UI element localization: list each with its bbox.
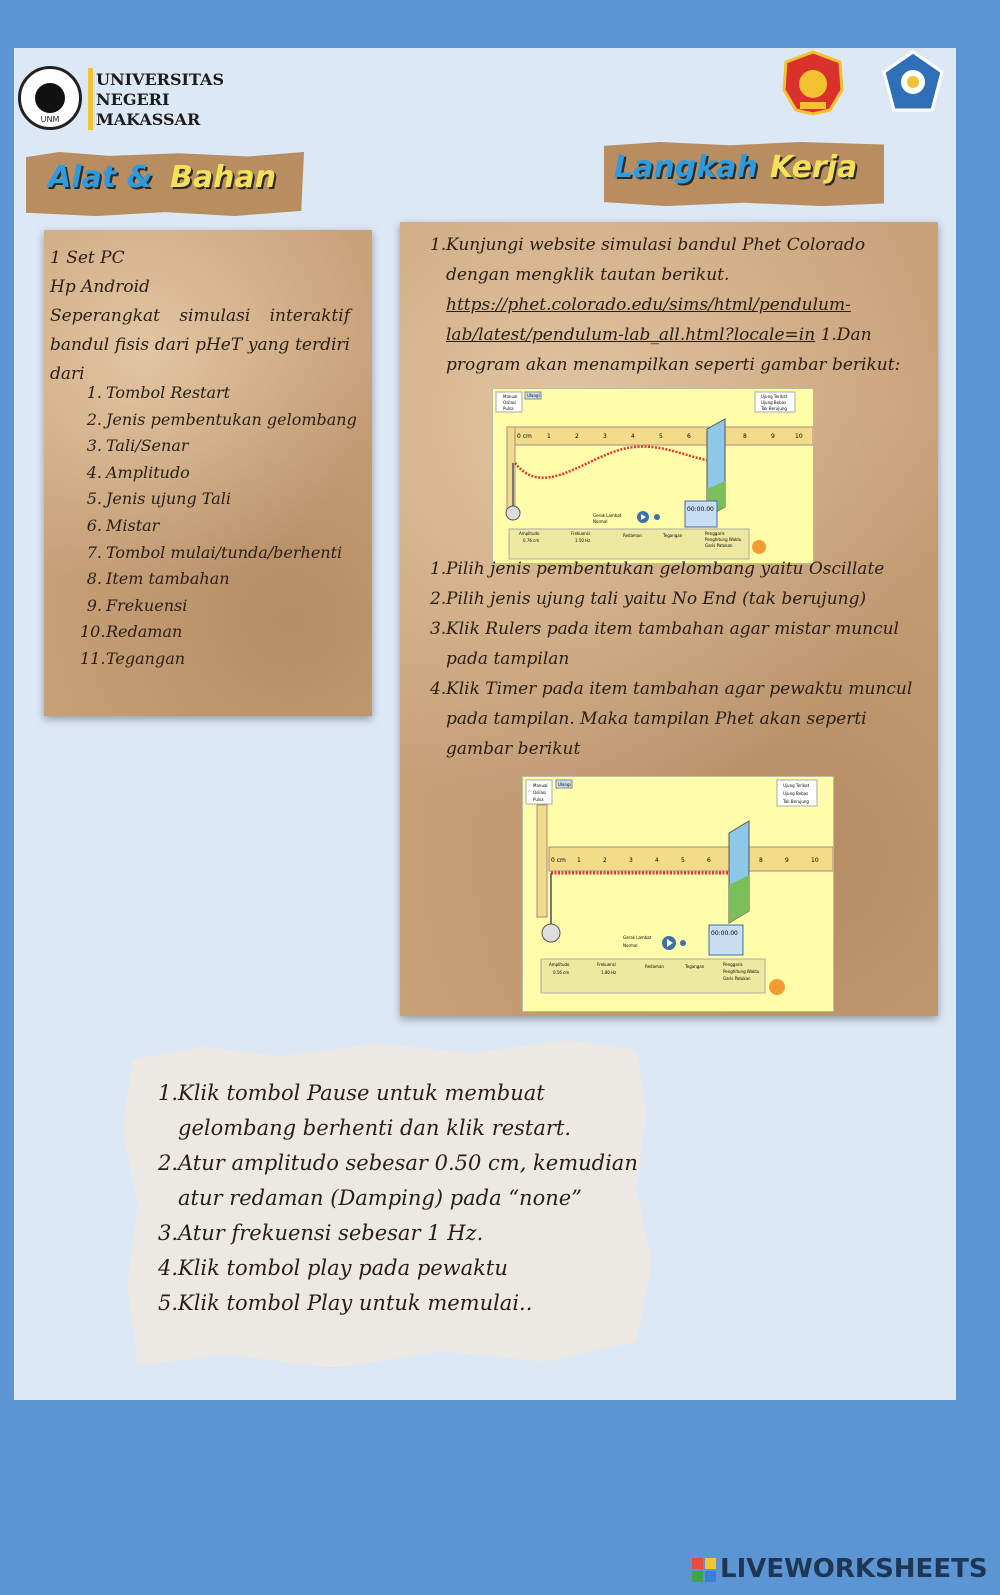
university-line: UNIVERSITAS	[96, 70, 225, 89]
ruler-tick-label: 5	[681, 857, 685, 864]
phet-screenshot-2	[522, 776, 834, 1012]
frequency-label: Frekuensi	[597, 962, 616, 967]
ruler-tick-label: 4	[631, 433, 635, 440]
ruler-tick-label: 3	[603, 433, 607, 440]
ruler-tick-label: 1	[547, 433, 551, 440]
liveworksheets-icon	[692, 1558, 716, 1582]
oscillator-wheel[interactable]	[542, 924, 560, 942]
ruler-tick-label: 0 cm	[551, 857, 566, 864]
list-item: Item tambahan	[106, 569, 230, 589]
langkah-title-part1: Langkah	[614, 150, 758, 185]
check-label: Penghitung Waktu	[705, 537, 742, 542]
reset-all-icon[interactable]	[769, 979, 785, 995]
end-option: Ujung Terikat	[783, 783, 810, 788]
vertical-ruler	[537, 805, 547, 917]
horizontal-ruler	[515, 427, 813, 445]
ruler-tick-label: 6	[707, 857, 711, 864]
kemdikbud-emblem-icon	[880, 50, 946, 116]
check-label: Garis Patokan	[723, 976, 751, 981]
alat-title-part1: Alat &	[48, 160, 153, 195]
restart-label: Ulangi	[527, 393, 540, 398]
step-button-icon[interactable]	[680, 940, 686, 946]
ruler-tick-label: 3	[629, 857, 633, 864]
list-item: Klik Rulers pada item tambahan agar mistar muncul pada tampilan	[446, 619, 899, 669]
ruler-tick-label: 6	[687, 433, 691, 440]
radio-label: Manual	[503, 394, 518, 399]
logo-divider	[88, 68, 93, 130]
end-option: Ujung Bebas	[783, 791, 809, 796]
alat-intro	[50, 244, 350, 389]
list-item: Tali/Senar	[106, 436, 189, 456]
end-option: Tak Berujung	[761, 406, 787, 411]
damping-label: Redaman	[645, 964, 664, 969]
logo-text: UNM	[40, 115, 60, 124]
langkah-steps	[430, 554, 920, 764]
list-item: Atur amplitudo sebesar 0.50 cm, kemudian atur redaman (Damping) pada “none”	[178, 1151, 638, 1210]
ruler-tick-label: 2	[575, 433, 579, 440]
unm-logo	[18, 66, 82, 130]
end-option: Tak Berujung	[783, 799, 809, 804]
radio-label: Osilasi	[503, 400, 517, 405]
alat-intro-line: Hp Android	[50, 277, 150, 297]
horizontal-ruler	[549, 847, 833, 871]
langkah-title-part2: Kerja	[770, 150, 858, 185]
step1-tail: 1.Dan program akan menampilkan seperti gambar berikut:	[446, 325, 901, 375]
amplitude-value: 0.56 cm	[553, 970, 570, 975]
list-item: Pilih jenis pembentukan gelombang yaitu Oscillate	[446, 559, 885, 579]
school-emblem-icon	[780, 50, 846, 116]
phet-screenshot-1	[492, 388, 814, 564]
speed-option: Gerak Lambat	[593, 513, 622, 518]
university-name	[96, 70, 224, 130]
amplitude-label: Amplitudo	[519, 531, 540, 536]
ruler-tick-label: 2	[603, 857, 607, 864]
oscillator-wheel[interactable]	[506, 506, 520, 520]
ruler-tick-label: 8	[743, 433, 747, 440]
list-item: Frekuensi	[106, 595, 188, 615]
alat-list	[80, 380, 366, 673]
check-label: Garis Patokan	[705, 543, 733, 548]
university-line: MAKASSAR	[96, 110, 201, 129]
langkah-step1	[430, 230, 916, 380]
ruler-tick-label: 4	[655, 857, 659, 864]
radio-label: Osilasi	[533, 790, 547, 795]
radio-label: Pulsa	[533, 797, 544, 802]
list-item: Klik Timer pada item tambahan agar pewaktu muncul pada tampilan. Maka tampilan Phet akan seperti gambar berikut	[446, 679, 913, 759]
check-label: Penggaris	[723, 962, 743, 967]
list-item: Klik tombol Play untuk memulai..	[178, 1291, 533, 1315]
speed-option: Normal	[623, 943, 638, 948]
ruler-tick-label: 8	[759, 857, 763, 864]
frequency-label: Frekuensi	[571, 531, 590, 536]
tension-label: Tegangan	[685, 964, 705, 969]
damping-label: Redaman	[623, 533, 642, 538]
ruler-tick-label: 10	[795, 433, 803, 440]
radio-label: Pulsa	[503, 406, 514, 411]
list-item: Mistar	[106, 515, 160, 535]
list-item: Klik tombol Pause untuk membuat gelombang berhenti dan klik restart.	[178, 1081, 572, 1140]
timer-display: 00:00.00	[711, 930, 738, 937]
check-label: Penggaris	[705, 531, 725, 536]
paper-steps	[158, 1076, 648, 1321]
ruler-tick-label: 0 cm	[517, 433, 532, 440]
step-button-icon[interactable]	[654, 514, 660, 520]
list-item	[430, 230, 916, 380]
list-item: Klik tombol play pada pewaktu	[178, 1256, 508, 1280]
list-item: Jenis ujung Tali	[106, 489, 232, 509]
speed-option: Normal	[593, 519, 608, 524]
restart-label: Ulangi	[558, 782, 571, 787]
list-item: Tegangan	[106, 648, 186, 668]
list-item: Atur frekuensi sebesar 1 Hz.	[178, 1221, 484, 1245]
tension-label: Tegangan	[663, 533, 683, 538]
amplitude-label: Amplitudo	[549, 962, 570, 967]
ruler-tick-label: 1	[577, 857, 581, 864]
timer-display: 00:00.00	[687, 506, 714, 513]
list-item: Jenis pembentukan gelombang	[106, 409, 357, 429]
list-item: Amplitudo	[106, 462, 190, 482]
timer-panel	[685, 501, 717, 527]
alat-intro-line: Seperangkat simulasi interaktif bandul fisis dari pHeT yang terdiri dari	[50, 306, 350, 384]
ruler-tick-label: 5	[659, 433, 663, 440]
list-item: Tombol Restart	[106, 383, 231, 402]
ruler-tick-label: 10	[811, 857, 819, 864]
ruler-tick-label: 9	[785, 857, 789, 864]
liveworksheets-brand[interactable]: LIVEWORKSHEETS	[720, 1554, 988, 1584]
list-item: Pilih jenis ujung tali yaitu No End (tak berujung)	[446, 589, 867, 609]
list-item: Redaman	[106, 622, 183, 642]
alat-intro-line: 1 Set PC	[50, 248, 125, 268]
step1-text: Kunjungi website simulasi bandul Phet Colorado dengan mengklik tautan berikut.	[446, 235, 866, 285]
ruler-tick-label: 9	[771, 433, 775, 440]
amplitude-value: 0.76 cm	[523, 538, 540, 543]
list-item: Tombol mulai/tunda/berhenti	[106, 542, 343, 562]
phet-link[interactable]: https://phet.colorado.edu/sims/html/pendulum-lab/latest/pendulum-lab_all.html?locale=in	[446, 295, 851, 345]
frequency-value: 1.50 Hz	[575, 538, 591, 543]
check-label: Penghitung Waktu	[723, 969, 760, 974]
alat-title-part2: Bahan	[170, 160, 277, 195]
radio-label: Manual	[533, 783, 548, 788]
frequency-value: 1.80 Hz	[601, 970, 617, 975]
speed-option: Gerak Lambat	[623, 935, 652, 940]
university-line: NEGERI	[96, 90, 170, 109]
end-option: Ujung Bebas	[761, 400, 787, 405]
end-option: Ujung Terikat	[761, 394, 788, 399]
wave-string	[515, 447, 723, 478]
reset-all-icon[interactable]	[752, 540, 766, 554]
logo-emblem-icon	[35, 83, 65, 113]
